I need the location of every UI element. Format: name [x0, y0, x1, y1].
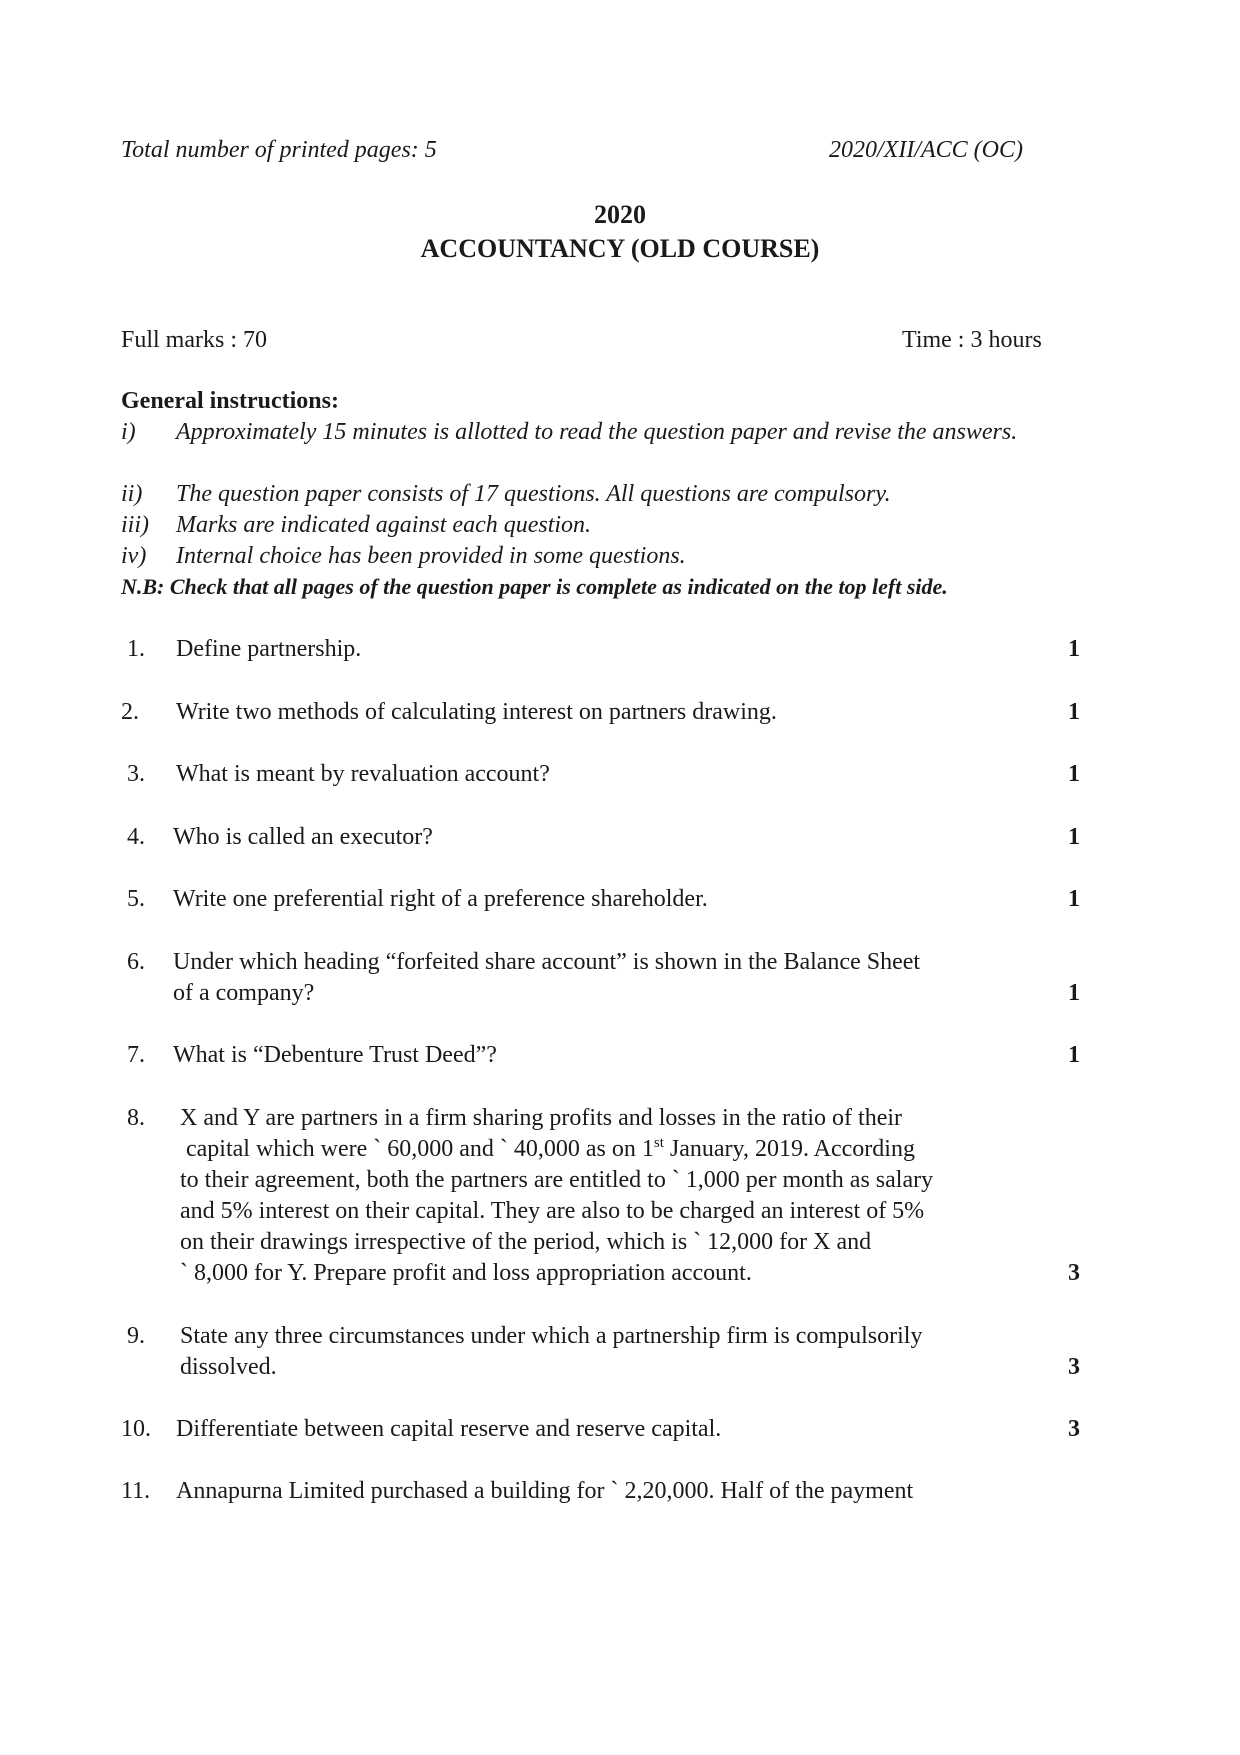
question-number: 8. [127, 1105, 145, 1131]
question-marks: 1 [1068, 699, 1080, 725]
exam-year: 2020 [594, 200, 646, 229]
question-marks: 3 [1068, 1354, 1080, 1380]
nb-note: N.B: Check that all pages of the question paper is complete as indicated on the top left side. [121, 574, 948, 599]
question-marks: 1 [1068, 1042, 1080, 1068]
question-number: 7. [127, 1042, 145, 1068]
question-text: Write two methods of calculating interest on partners drawing. [176, 699, 777, 725]
question-marks: 1 [1068, 824, 1080, 850]
question-text: Under which heading “forfeited share account” is shown in the Balance Sheet of a company? [173, 949, 921, 1006]
question-number: 9. [127, 1323, 145, 1349]
time-allowed: Time : 3 hours [902, 327, 1042, 353]
instruction-text: Internal choice has been provided in some questions. [176, 543, 686, 569]
paper-code: 2020/XII/ACC (OC) [829, 137, 1023, 163]
question-text: Write one preferential right of a preference shareholder. [173, 886, 708, 912]
question-marks: 3 [1068, 1416, 1080, 1442]
full-marks: Full marks : 70 [121, 327, 268, 353]
instruction-text: Approximately 15 minutes is allotted to read the question paper and revise the answers. [176, 419, 1018, 445]
question-text: State any three circumstances under which a partnership firm is compulsorily dissolved. [180, 1323, 923, 1380]
question-number: 11. [121, 1478, 151, 1504]
question-number: 6. [127, 949, 145, 975]
question-marks: 1 [1068, 980, 1080, 1006]
question-text: What is “Debenture Trust Deed”? [173, 1042, 497, 1068]
question-number: 2. [121, 699, 139, 725]
subject-title: ACCOUNTANCY (OLD COURSE) [420, 234, 820, 263]
question-marks: 1 [1068, 761, 1080, 787]
printed-pages-note: Total number of printed pages: 5 [121, 137, 437, 163]
question-number: 3. [127, 761, 145, 787]
question-number: 10. [121, 1416, 151, 1442]
question-marks: 1 [1068, 636, 1080, 662]
question-text: Differentiate between capital reserve and reserve capital. [176, 1416, 722, 1442]
instruction-text: Marks are indicated against each question. [176, 512, 592, 538]
instruction-text: The question paper consists of 17 questions. All questions are compulsory. [176, 481, 891, 507]
instruction-label: ii) [121, 481, 143, 507]
question-text: Define partnership. [176, 636, 362, 662]
instruction-label: iii) [121, 512, 149, 538]
question-number: 5. [127, 886, 145, 912]
question-marks: 3 [1068, 1260, 1080, 1286]
question-text: What is meant by revaluation account? [176, 761, 550, 787]
instructions-heading: General instructions: [121, 388, 339, 414]
question-marks: 1 [1068, 886, 1080, 912]
question-text: Annapurna Limited purchased a building for ` 2,20,000. Half of the payment [176, 1478, 914, 1504]
question-number: 1. [127, 636, 145, 662]
question-number: 4. [127, 824, 145, 850]
instruction-label: i) [121, 419, 136, 445]
instruction-label: iv) [121, 543, 147, 569]
question-text: X and Y are partners in a firm sharing profits and losses in the ratio of their capital which were ` 60,000 and ` 40,000 as on 1st January, 2019. According to their agreement, both the partners are entitled to ` 1,000 per month as salary and 5% interest on their capital. They are also to be charged an interest of 5% on their drawings irrespective of the period, which is ` 12,000 for X and ` 8,000 for Y. Prepare profit and loss appropriation account. [180, 1105, 934, 1286]
question-text: Who is called an executor? [173, 824, 433, 850]
